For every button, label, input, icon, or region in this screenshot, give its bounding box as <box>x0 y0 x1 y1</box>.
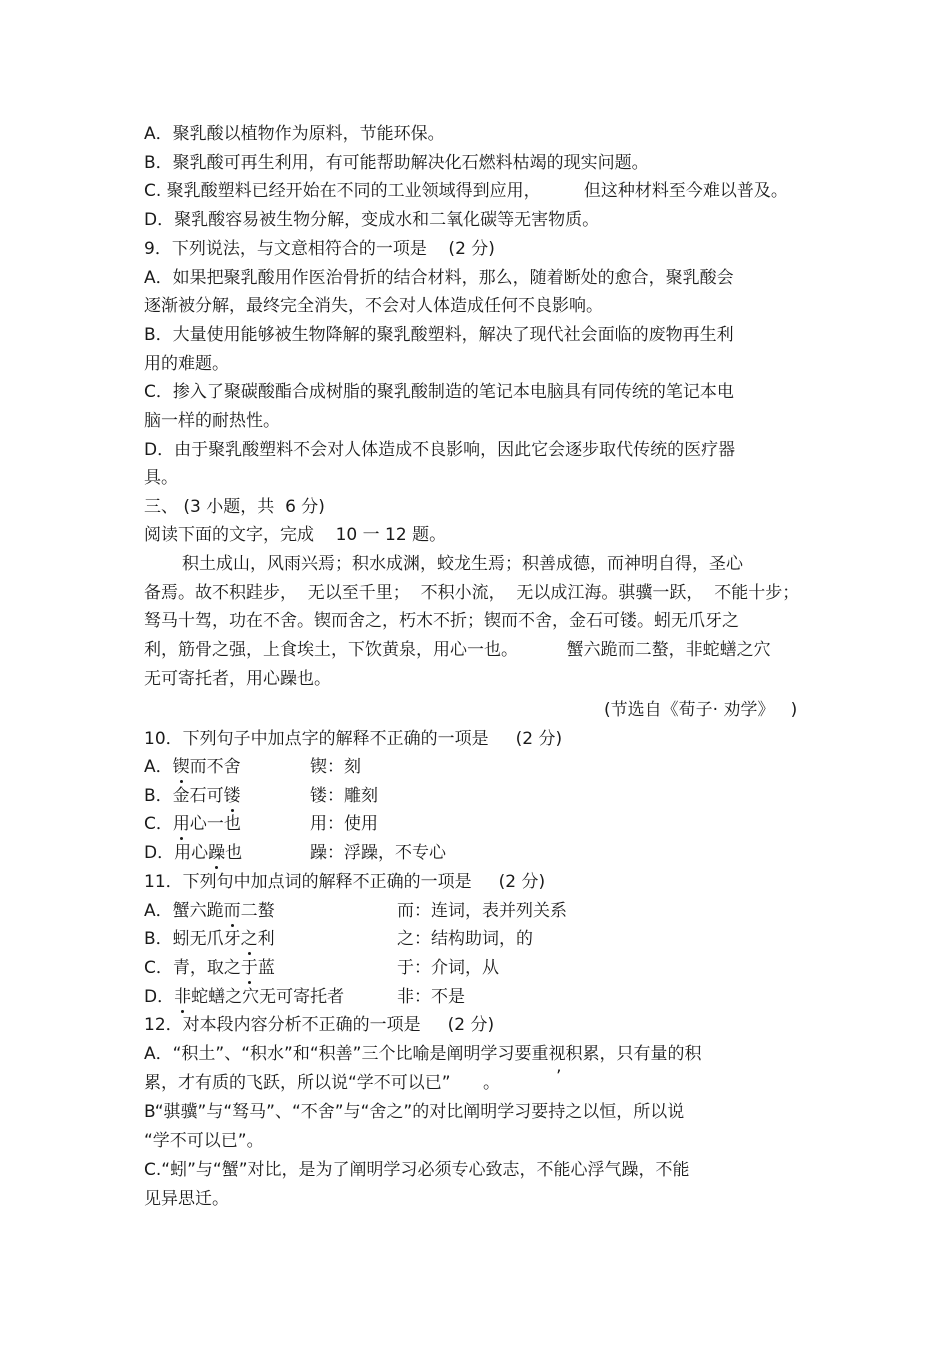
q10-option-b-gloss: 镂：雕刻 <box>310 786 378 806</box>
q10-option-d-gloss: 躁：浮躁，不专心 <box>310 843 446 863</box>
q9-option-c-line1: C．掺入了聚碳酸酯合成树脂的聚乳酸制造的笔记本电脑具有同传统的笔记本电 <box>144 382 734 402</box>
emphasis-dot-char: 镂 <box>223 786 241 806</box>
section3-heading: 三、 (3 小题，共 6 分) <box>144 497 325 517</box>
passage-line-5: 无可寄托者，用心躁也。 <box>144 669 331 689</box>
q10-option-c: C．用心一也 <box>144 814 241 834</box>
q12-option-b-line1: B“骐骥”与“驽马”、“不舍”与“舍之”的对比阐明学习要持之以恒，所以说 <box>144 1102 685 1122</box>
q11-option-d: D．非蛇蟮之穴无可寄托者 <box>144 987 345 1007</box>
q9-option-a-line2: 逐渐被分解，最终完全消失，不会对人体造成任何不良影响。 <box>144 296 603 316</box>
q10-option-d: D．用心躁也 <box>144 843 243 863</box>
q10-option-a: A．锲而不舍 <box>144 757 241 777</box>
emphasis-dot-char: 而 <box>223 901 241 921</box>
q11-option-b-gloss: 之：结构助词，的 <box>397 929 533 949</box>
q12-option-c-line2: 见异思迁。 <box>144 1189 229 1209</box>
q8-option-c: C. 聚乳酸塑料已经开始在不同的工业领域得到应用， 但这种材料至今难以普及。 <box>144 181 788 201</box>
emphasis-dot-char: 之 <box>240 929 258 949</box>
q10-stem: 10．下列句子中加点字的解释不正确的一项是 (2 分) <box>144 729 563 749</box>
q9-option-b-line1: B．大量使用能够被生物降解的聚乳酸塑料，解决了现代社会面临的废物再生利 <box>144 325 734 345</box>
q11-option-a: A．蟹六跪而二螯 <box>144 901 275 921</box>
q9-stem: 9．下列说法，与文意相符合的一项是 (2 分) <box>144 239 495 259</box>
q11-option-a-gloss: 而：连词，表并列关系 <box>397 901 567 921</box>
q12-option-a-line2: 累，才有质的飞跃，所以说“学不可以已” 。 <box>144 1073 501 1093</box>
passage-line-4: 利，筋骨之强，上食埃土，下饮黄泉，用心一也。 蟹六跪而二螯，非蛇蟮之穴 <box>144 640 771 660</box>
q8-option-b: B．聚乳酸可再生利用，有可能帮助解决化石燃料枯竭的现实问题。 <box>144 153 649 173</box>
emphasis-dot-char: 用 <box>172 814 190 834</box>
section3-intro: 阅读下面的文字，完成 10 一 12 题。 <box>144 525 447 545</box>
passage-source: (节选自《荀子· 劝学》 ) <box>604 700 798 720</box>
emphasis-dot-char: 于 <box>240 958 258 978</box>
q12-option-c-line1: C.“蚓”与“蟹”对比，是为了阐明学习必须专心致志，不能心浮气躁，不能 <box>144 1160 690 1180</box>
q9-option-a-line1: A．如果把聚乳酸用作医治骨折的结合材料，那么，随着断处的愈合，聚乳酸会 <box>144 268 734 288</box>
emphasis-dot-char: 躁 <box>208 843 226 863</box>
q9-option-d-line2: 具。 <box>144 468 178 488</box>
q12-option-a-line1: A．“积土”、“积水”和“积善”三个比喻是阐明学习要重视积累，只有量的积 <box>144 1044 702 1064</box>
q12-option-b-line2: “学不可以已”。 <box>144 1131 264 1151</box>
stray-quote-mark: ’ <box>556 1067 562 1087</box>
q9-option-b-line2: 用的难题。 <box>144 354 229 374</box>
q11-option-c-gloss: 于：介词，从 <box>397 958 499 978</box>
q9-option-d-line1: D．由于聚乳酸塑料不会对人体造成不良影响，因此它会逐步取代传统的医疗器 <box>144 440 736 460</box>
q12-stem: 12．对本段内容分析不正确的一项是 (2 分) <box>144 1015 495 1035</box>
q10-option-a-gloss: 锲：刻 <box>310 757 361 777</box>
emphasis-dot-char: 锲 <box>172 757 190 777</box>
q11-option-d-gloss: 非：不是 <box>397 987 465 1007</box>
q8-option-d: D．聚乳酸容易被生物分解，变成水和二氧化碳等无害物质。 <box>144 210 600 230</box>
q8-option-a: A．聚乳酸以植物作为原料，节能环保。 <box>144 124 445 144</box>
passage-line-2: 备焉。故不积跬步， 无以至千里； 不积小流， 无以成江海。骐骥一跃， 不能十步； <box>144 583 800 603</box>
q10-option-c-gloss: 用：使用 <box>310 814 378 834</box>
q11-option-c: C．青，取之于蓝 <box>144 958 275 978</box>
q9-option-c-line2: 脑一样的耐热性。 <box>144 411 280 431</box>
passage-line-3: 驽马十驾，功在不舍。锲而舍之，朽木不折；锲而不舍，金石可镂。蚓无爪牙之 <box>144 611 739 631</box>
q10-option-b: B．金石可镂 <box>144 786 241 806</box>
q11-option-b: B．蚓无爪牙之利 <box>144 929 275 949</box>
emphasis-dot-char: 非 <box>174 987 192 1007</box>
passage-line-1: 积土成山，风雨兴焉；积水成渊，蛟龙生焉；积善成德，而神明自得，圣心 <box>182 554 743 574</box>
q11-stem: 11．下列句中加点词的解释不正确的一项是 (2 分) <box>144 872 546 892</box>
